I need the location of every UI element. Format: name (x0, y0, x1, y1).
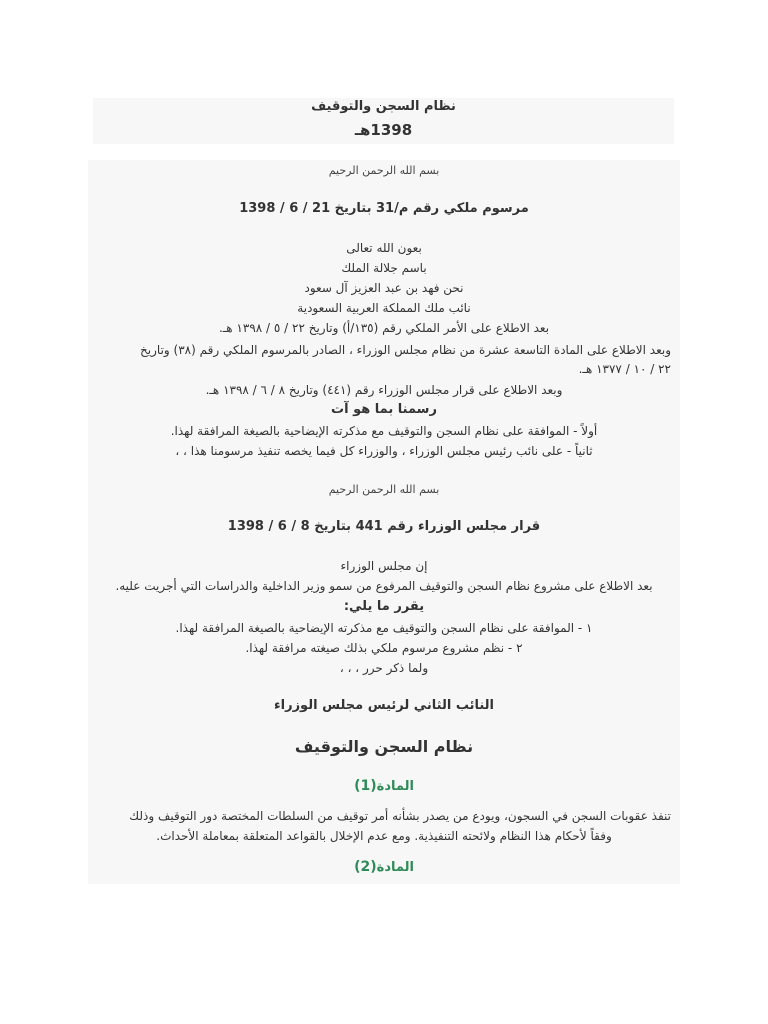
resolution-basmala: بسم الله الرحمن الرحيم (328, 483, 440, 496)
system-title: نظام السجن والتوقيف (294, 737, 474, 756)
decree-line: ٢٢ / ١٠ / ١٣٧٧ هـ. (578, 362, 671, 376)
article-1-heading (88, 777, 680, 796)
decree-line: وبعد الاطلاع على قرار مجلس الوزراء رقم (٤٤١) وتاريخ ٨ / ٦ / ١٣٩٨ هـ. (205, 383, 563, 397)
decree-line: بعون الله تعالى (346, 241, 422, 255)
decree-ordered-heading: رسمنا بما هو آت (331, 402, 437, 417)
decree-line: نحن فهد بن عبد العزيز آل سعود (304, 281, 464, 295)
document-body (88, 160, 680, 884)
resolution-signature: النائب الثاني لرئيس مجلس الوزراء (273, 698, 495, 713)
document-header (93, 98, 674, 144)
decree-line: باسم جلالة الملك (341, 261, 427, 275)
article-2-number: (2) (354, 859, 377, 875)
resolution-title: قرار مجلس الوزراء رقم 441 بتاريخ 8 / 6 / 1398 (227, 519, 541, 534)
resolution-item: ١ - الموافقة على نظام السجن والتوقيف مع مذكرته الإيضاحية بالصيغة المرافقة لهذا. (175, 621, 593, 635)
decree-line: وبعد الاطلاع على المادة التاسعة عشرة من نظام مجلس الوزراء ، الصادر بالمرسوم الملكي رقم (٣٨) وتاريخ (140, 343, 671, 357)
article-1-line: وفقاً لأحكام هذا النظام ولائحته التنفيذية. ومع عدم الإخلال بالقواعد المتعلقة بمعاملة الأحداث. (156, 829, 612, 843)
resolution-decides-heading: يقرر ما يلي: (343, 599, 425, 614)
resolution-item: ٢ - نظم مشروع مرسوم ملكي بذلك صيغته مرافقة لهذا. (245, 641, 523, 655)
document-title: نظام السجن والتوقيف (311, 99, 456, 114)
article-2-heading (88, 858, 680, 877)
resolution-item: ولما ذكر حرر ، ، ، (339, 661, 429, 675)
decree-item: أولاً - الموافقة على نظام السجن والتوقيف مع مذكرته الإيضاحية بالصيغة المرافقة لهذا. (170, 424, 598, 438)
decree-line: نائب ملك المملكة العربية السعودية (297, 301, 471, 315)
decree-item: ثانياً - على نائب رئيس مجلس الوزراء ، والوزراء كل فيما يخصه تنفيذ مرسومنا هذا ، ، (175, 444, 593, 458)
document-year: 1398هـ (354, 121, 413, 139)
decree-title: مرسوم ملكي رقم م/31 بتاريخ 21 / 6 / 1398 (239, 201, 529, 216)
article-1-number: (1) (354, 778, 377, 794)
article-1-line: تنفذ عقوبات السجن في السجون، ويودع من يصدر بشأنه أمر توقيف من السلطات المختصة دور التوقيف وذلك (129, 809, 671, 823)
decree-basmala: بسم الله الرحمن الرحيم (328, 164, 440, 177)
decree-line: بعد الاطلاع على الأمر الملكي رقم (١٣٥/أ) وتاريخ ٢٢ / ٥ / ١٣٩٨ هـ. (218, 321, 550, 335)
article-1-label: المادة (376, 779, 414, 794)
resolution-line: بعد الاطلاع على مشروع نظام السجن والتوقيف المرفوع من سمو وزير الداخلية والدراسات التي أجريت عليه. (115, 579, 653, 593)
article-2-label: المادة (376, 860, 414, 875)
resolution-line: إن مجلس الوزراء (340, 559, 428, 573)
